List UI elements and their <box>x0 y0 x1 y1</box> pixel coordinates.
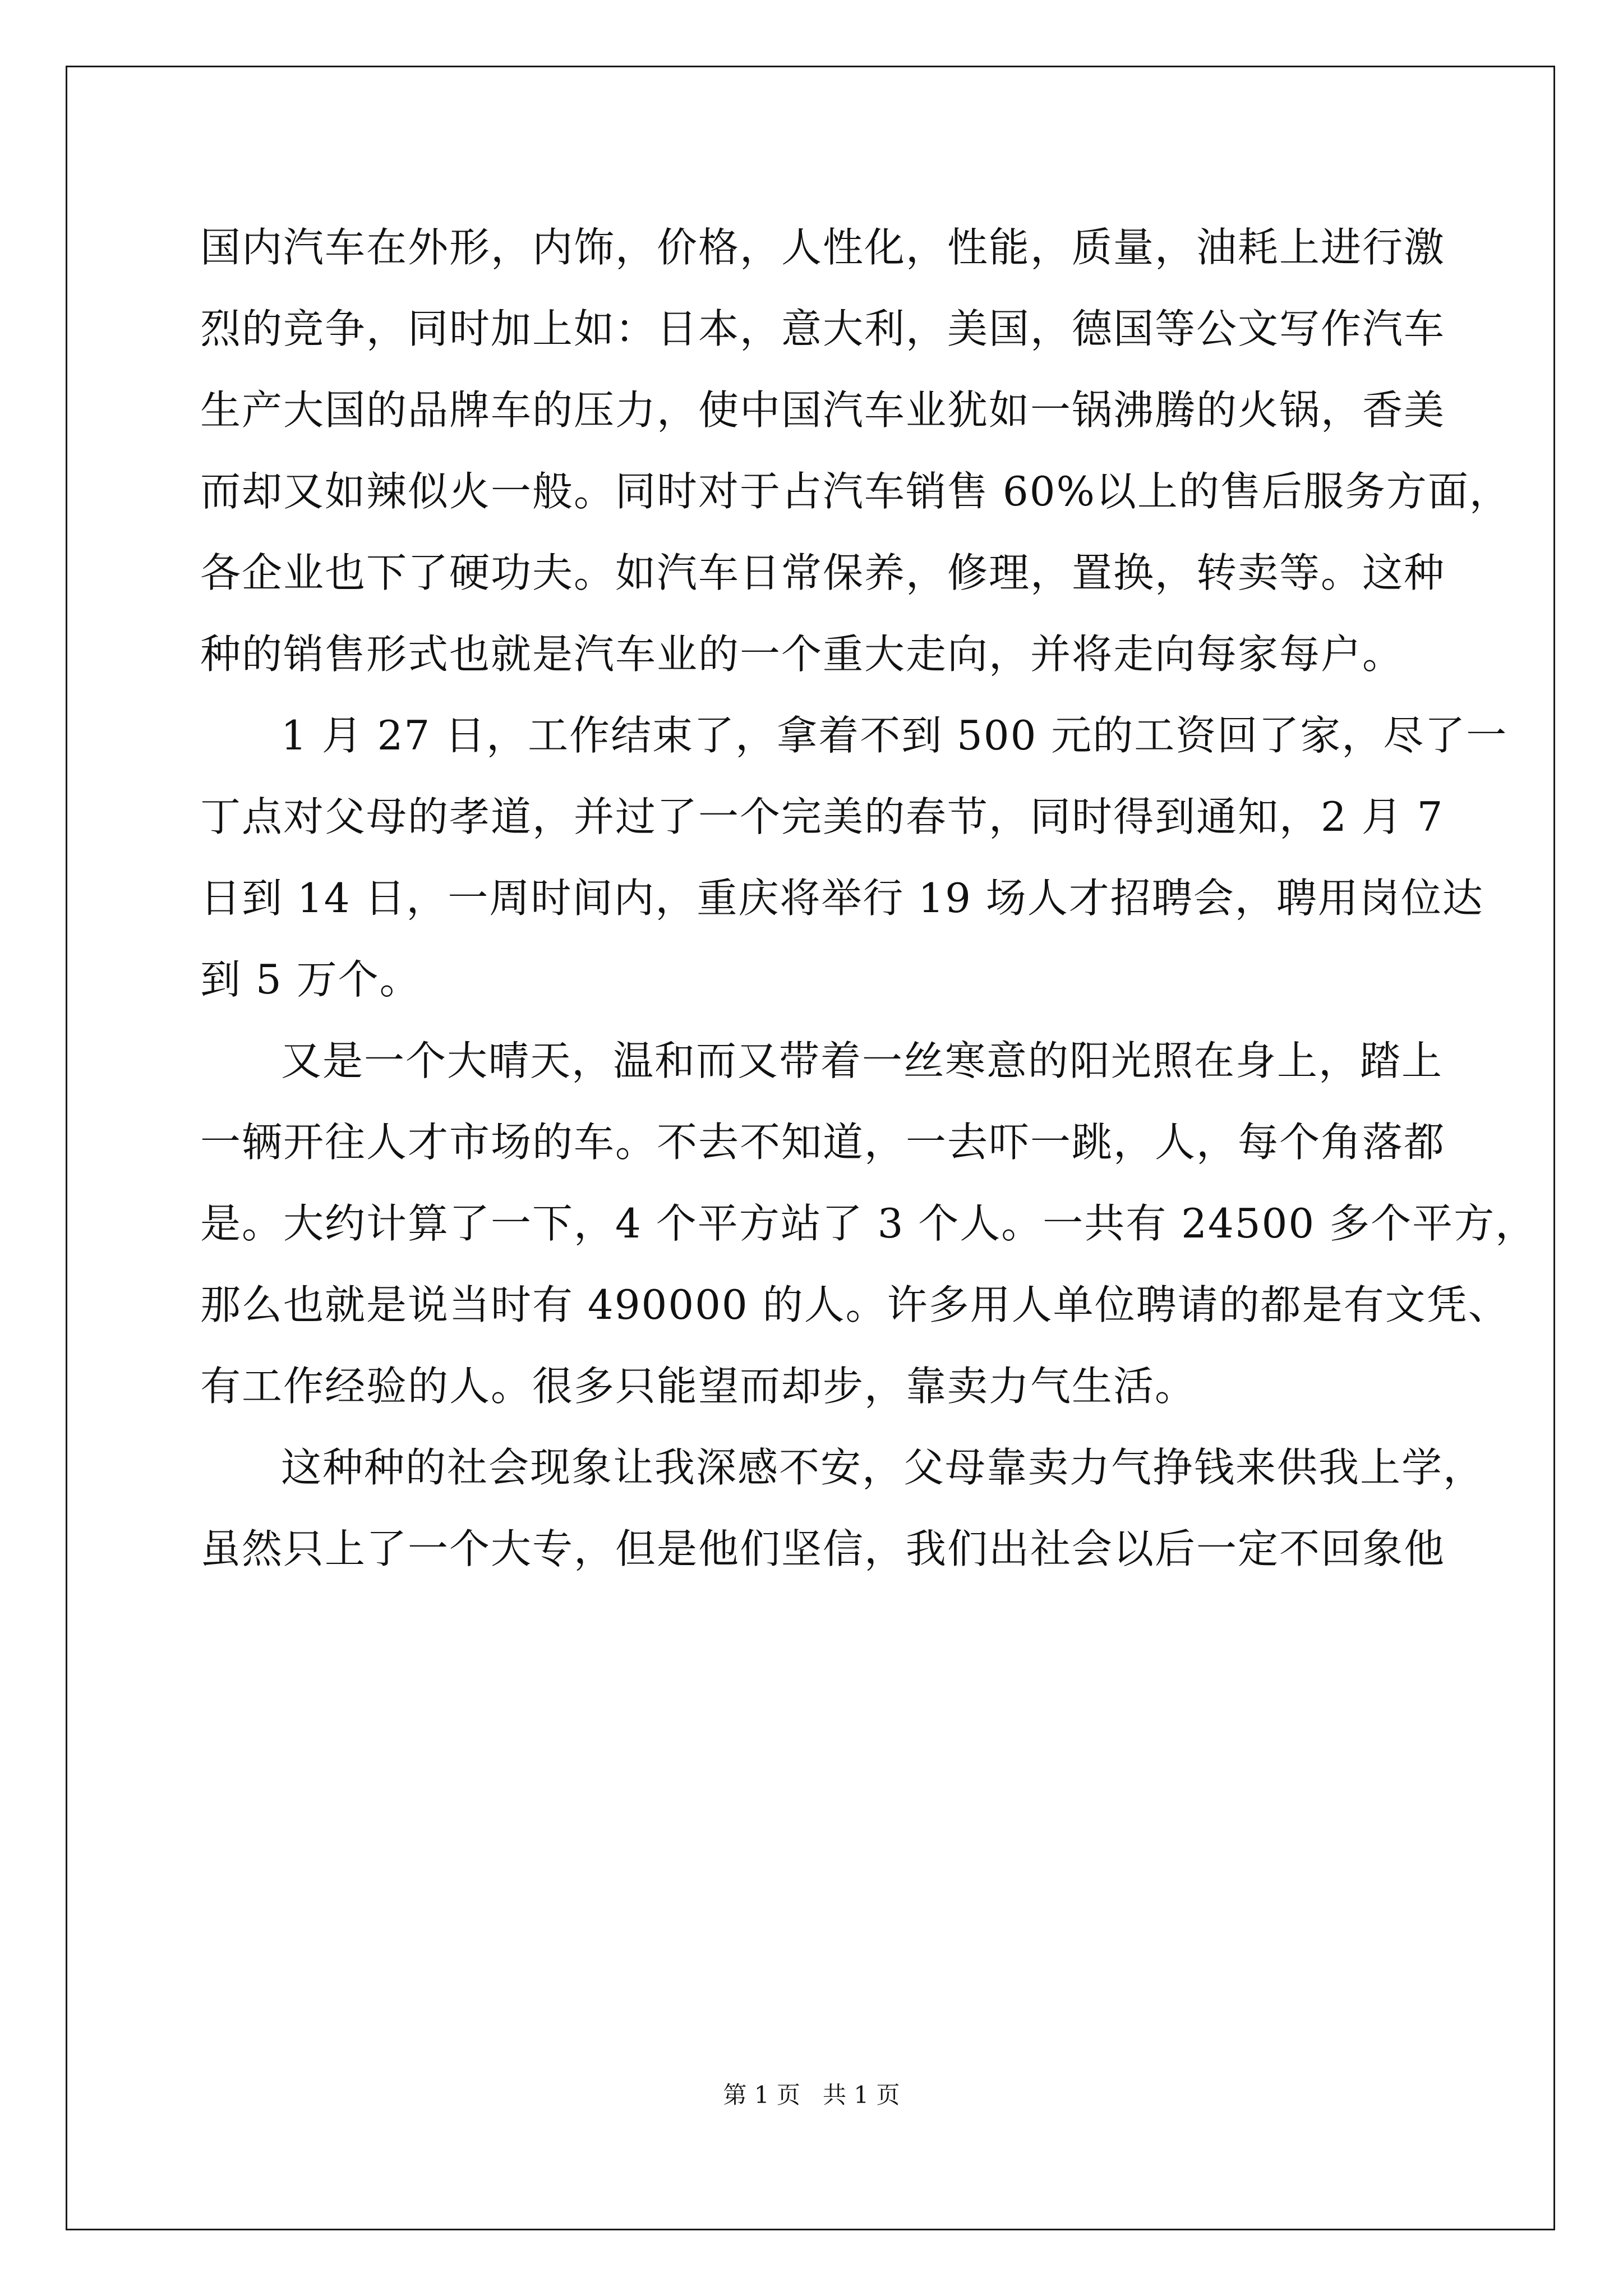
paragraph-start-line: 又是一个大晴天，温和而又带着一丝寒意的阳光照在身上，踏上 <box>281 1037 1444 1084</box>
text-line: 而却又如辣似火一般。同时对于占汽车销售 60%以上的售后服务方面， <box>200 468 1511 515</box>
text-line: 到 5 万个。 <box>200 956 421 1003</box>
text-line: 是。大约计算了一下，4 个平方站了 3 个人。一共有 24500 多个平方， <box>200 1200 1537 1247</box>
text-line: 烈的竞争，同时加上如：日本，意大利，美国，德国等公文写作汽车 <box>200 305 1446 352</box>
page-footer: 第 1 页 共 1 页 <box>723 2081 900 2109</box>
paragraph-start-line: 1 月 27 日，工作结束了，拿着不到 500 元的工资回了家，尽了一 <box>281 712 1508 759</box>
text-line: 生产大国的品牌车的压力，使中国汽车业犹如一锅沸腾的火锅，香美 <box>200 386 1446 434</box>
text-line: 种的销售形式也就是汽车业的一个重大走向，并将走向每家每户。 <box>200 631 1404 678</box>
text-line: 一辆开往人才市场的车。不去不知道，一去吓一跳，人，每个角落都 <box>200 1119 1446 1166</box>
text-line: 虽然只上了一个大专，但是他们坚信，我们出社会以后一定不回象他 <box>200 1525 1446 1572</box>
text-line: 有工作经验的人。很多只能望而却步，靠卖力气生活。 <box>200 1363 1197 1410</box>
paragraph-start-line: 这种种的社会现象让我深感不安，父母靠卖力气挣钱来供我上学， <box>281 1444 1485 1491</box>
text-line: 各企业也下了硬功夫。如汽车日常保养，修理，置换，转卖等。这种 <box>200 549 1446 596</box>
text-line: 那么也就是说当时有 490000 的人。许多用人单位聘请的都是有文凭、 <box>200 1281 1510 1328</box>
text-line: 丁点对父母的孝道，并过了一个完美的春节，同时得到通知，2 月 7 <box>200 793 1444 840</box>
text-line: 国内汽车在外形，内饰，价格，人性化，性能，质量，油耗上进行激 <box>200 224 1446 271</box>
text-line: 日到 14 日，一周时间内，重庆将举行 19 场人才招聘会，聘用岗位达 <box>200 875 1484 922</box>
